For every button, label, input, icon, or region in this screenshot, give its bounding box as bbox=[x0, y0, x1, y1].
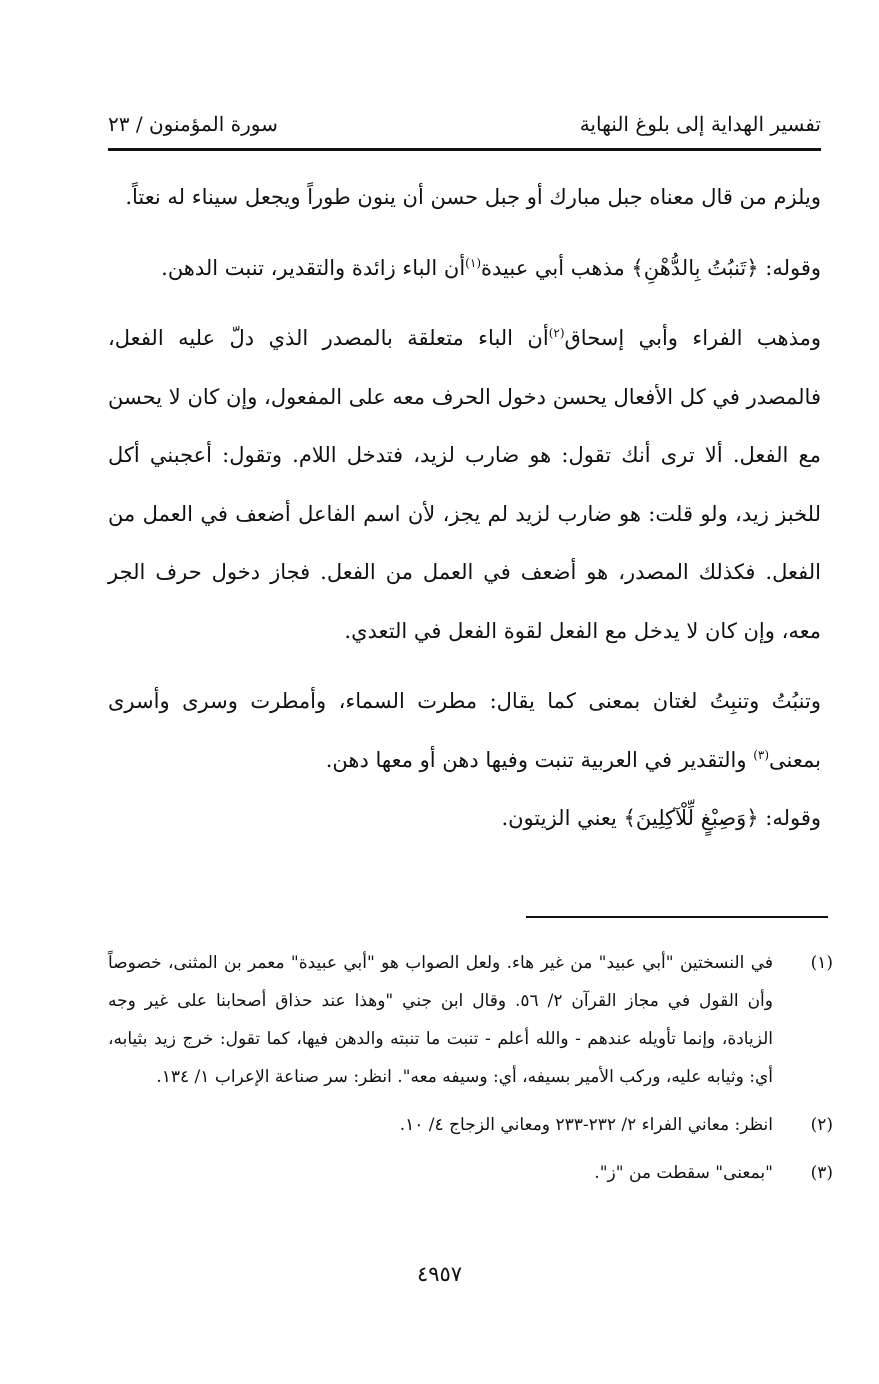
footnote-2 bbox=[108, 1106, 833, 1144]
paragraph-5 bbox=[108, 789, 821, 848]
main-text bbox=[108, 168, 821, 848]
footnote-text: "بمعنى" سقطت من "ز". bbox=[594, 1163, 773, 1183]
paragraph-3-lead: ومذهب الفراء وأبي إسحاق bbox=[564, 326, 821, 350]
paragraph-2 bbox=[108, 239, 821, 298]
footnote-1 bbox=[108, 944, 833, 1096]
paragraph-4-lead: وتنبُتُ وتنبِتُ لغتان بمعنى كما يقال: مطرت السماء، وأمطرت وسرى وأسرى بمعنى bbox=[108, 689, 821, 772]
surah-page-label: سورة المؤمنون / ٢٣ bbox=[108, 112, 278, 136]
running-header bbox=[108, 104, 821, 144]
header-divider bbox=[108, 148, 821, 151]
page-number: ٤٩٥٧ bbox=[416, 1262, 463, 1286]
footnote-divider bbox=[526, 916, 828, 918]
footnote-ref-3[interactable]: (٣) bbox=[753, 747, 770, 762]
paragraph-1 bbox=[108, 168, 821, 227]
footnote-number: (٣) bbox=[810, 1163, 833, 1183]
footnote-3 bbox=[108, 1154, 833, 1192]
footnote-number: (٢) bbox=[810, 1115, 833, 1135]
paragraph-2-lead: وقوله: bbox=[758, 255, 821, 280]
paragraph-1-text: ويلزم من قال معناه جبل مبارك أو جبل حسن أن ينون طوراً ويجعل سيناء له نعتاً. bbox=[125, 185, 821, 209]
footnote-ref-1[interactable]: (١) bbox=[465, 255, 481, 270]
footnote-ref-2[interactable]: (٢) bbox=[548, 326, 565, 340]
footnote-number: (١) bbox=[810, 953, 833, 973]
footnotes bbox=[108, 944, 833, 1202]
footnote-text: في النسختين "أبي عبيد" من غير هاء. ولعل الصواب هو "أبي عبيدة" معمر بن المثنى، خصوصاً وأن القول في مجاز القرآن ٢/ ٥٦. وقال ابن جني "وهذا عند حذاق أصحابنا على غير وجه الزيادة، وإنما تأويله عندهم - والله أعلم - تنبت ما تنبته والدهن فيها، كما تقول: خرج زيد بثيابه، أي: وثيابه عليه، وركب الأمير بسيفه، أي: وسيفه معه". انظر: سر صناعة الإعراب ١/ ١٣٤. bbox=[108, 953, 773, 1087]
paragraph-5-lead: وقوله: bbox=[758, 806, 821, 830]
quran-quote-1: ﴿تَنبُتُ بِالدُّهْنِ﴾ bbox=[631, 255, 759, 280]
paragraph-4-tail: والتقدير في العربية تنبت وفيها دهن أو معها دهن. bbox=[325, 747, 754, 772]
paragraph-2-tail: أن الباء زائدة والتقدير، تنبت الدهن. bbox=[161, 255, 466, 280]
paragraph-2-mid: مذهب أبي عبيدة bbox=[481, 255, 632, 280]
paragraph-3 bbox=[108, 309, 821, 660]
quran-quote-2: ﴿وَصِبْغٍ لِّلْآكِلِينَ﴾ bbox=[623, 806, 759, 830]
paragraph-3-tail: أن الباء متعلقة بالمصدر الذي دلّ عليه الفعل، فالمصدر في كل الأفعال يحسن دخول الحرف معه على المفعول، وإن كان لا يحسن مع الفعل. ألا ترى أنك تقول: هو ضارب لزيد، فتدخل اللام. وتقول: أعجبني أكل للخبز زيد، ولو قلت: هو ضارب لزيد لم يجز، لأن اسم الفاعل أضعف في العمل من الفعل. فكذلك المصدر، هو أضعف في العمل من الفعل. فجاز دخول حرف الجر معه، وإن كان لا يدخل مع الفعل لقوة الفعل في التعدي. bbox=[108, 326, 821, 643]
paragraph-5-tail: يعني الزيتون. bbox=[501, 806, 624, 830]
book-title: تفسير الهداية إلى بلوغ النهاية bbox=[579, 112, 821, 136]
paragraph-4 bbox=[108, 672, 821, 789]
footnote-text: انظر: معاني الفراء ٢/ ٢٣٢-٢٣٣ ومعاني الزجاج ٤/ ١٠. bbox=[399, 1115, 773, 1135]
